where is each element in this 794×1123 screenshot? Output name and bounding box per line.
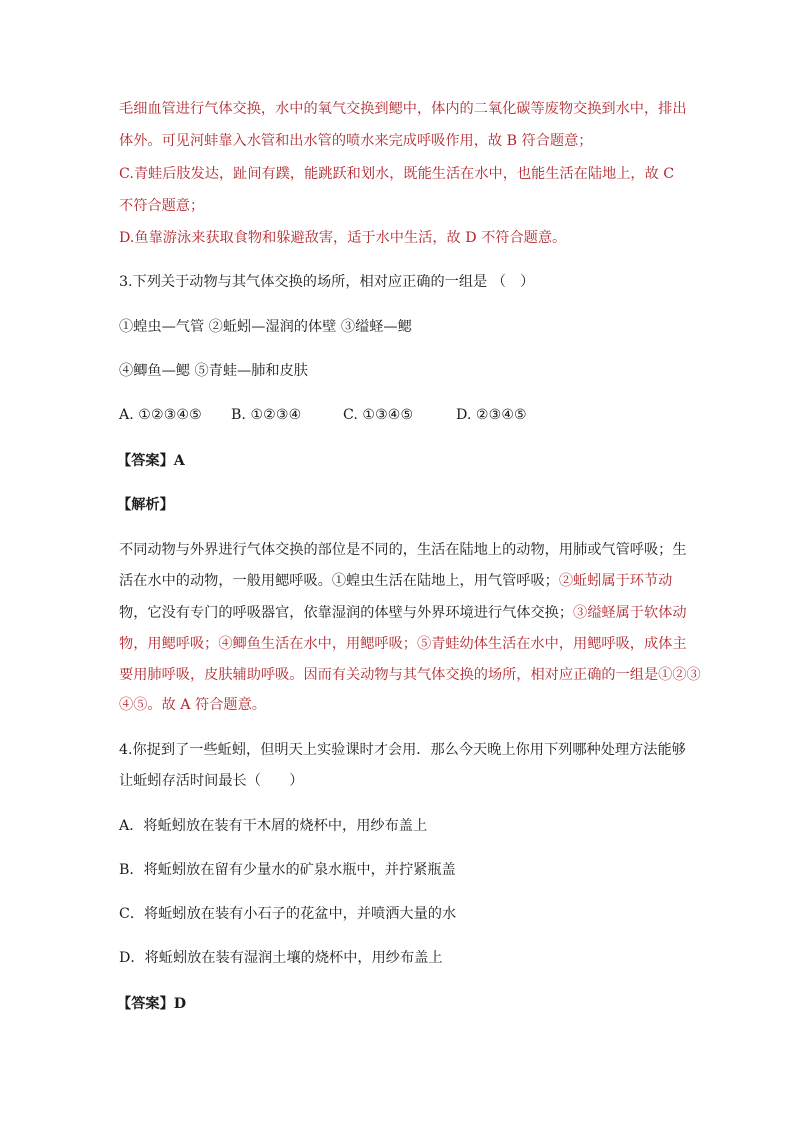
option-c: C．将蚯蚓放在装有小石子的花盆中，并喷洒大量的水	[119, 906, 457, 922]
question-3-items: ①蝗虫—气管 ②蚯蚓—湿润的体壁 ③缢蛏—鳃	[119, 319, 412, 335]
analysis-line: 毛细血管进行气体交换，水中的氧气交换到鳃中，体内的二氧化碳等废物交换到水中，排出	[119, 101, 687, 117]
analysis-line: 物，用鳃呼吸；④鲫鱼生活在水中，用鳃呼吸；⑤青蛙幼体生活在水中，用鳃呼吸，成体主	[119, 636, 687, 652]
option-d: D. ②③④⑤	[456, 407, 527, 423]
analysis-text: 活在水中的动物，一般用鳃呼吸。①蝗虫生活在陆地上，用气管呼吸；	[119, 573, 559, 589]
option-d: D．将蚯蚓放在装有湿润土壤的烧杯中，用纱布盖上	[119, 950, 443, 966]
analysis-line: D.鱼靠游泳来获取食物和躲避敌害，适于水中生活，故 D 不符合题意。	[119, 230, 567, 246]
analysis-line: 不符合题意；	[119, 198, 205, 214]
analysis-text: 物，它没有专门的呼吸器官，依靠湿润的体壁与外界环境进行气体交换；	[119, 605, 574, 621]
analysis-line: 体外。可见河蚌靠入水管和出水管的喷水来完成呼吸作用，故 B 符合题意；	[119, 133, 593, 149]
option-b: B．将蚯蚓放在留有少量水的矿泉水瓶中，并拧紧瓶盖	[119, 862, 456, 878]
question-4-stem: 让蚯蚓存活时间最长（ ）	[119, 773, 304, 789]
analysis-line	[119, 603, 687, 623]
analysis-text-highlight: ②蚯蚓属于环节动	[558, 573, 673, 589]
option-a: A．将蚯蚓放在装有干木屑的烧杯中，用纱布盖上	[119, 818, 428, 834]
question-3-stem: 3.下列关于动物与其气体交换的场所，相对应正确的一组是 （ ）	[119, 274, 535, 290]
analysis-line: 要用肺呼吸，皮肤辅助呼吸。因而有关动物与其气体交换的场所，相对应正确的一组是①②③	[119, 667, 701, 683]
analysis-line: ④⑤。故 A 符合题意。	[119, 697, 266, 713]
answer-label: 【答案】D	[117, 996, 187, 1012]
analysis-line	[119, 571, 672, 591]
question-4-stem: 4.你捉到了一些蚯蚓，但明天上实验课时才会用．那么今天晚上你用下列哪种处理方法能够	[119, 742, 686, 758]
analysis-line: 不同动物与外界进行气体交换的部位是不同的，生活在陆地上的动物，用肺或气管呼吸；生	[119, 542, 687, 558]
analysis-line: C.青蛙后肢发达，趾间有蹼，能跳跃和划水，既能生活在水中，也能生活在陆地上，故 C	[119, 166, 675, 182]
option-a: A. ①②③④⑤	[119, 407, 202, 423]
answer-label: 【答案】A	[117, 453, 185, 469]
analysis-text-highlight: ③缢蛏属于软体动	[573, 605, 687, 621]
analysis-label: 【解析】	[117, 497, 174, 513]
question-3-items: ④鲫鱼—鳃 ⑤青蛙—肺和皮肤	[119, 363, 308, 379]
option-c: C. ①③④⑤	[343, 407, 414, 423]
option-b: B. ①②③④	[231, 407, 302, 423]
